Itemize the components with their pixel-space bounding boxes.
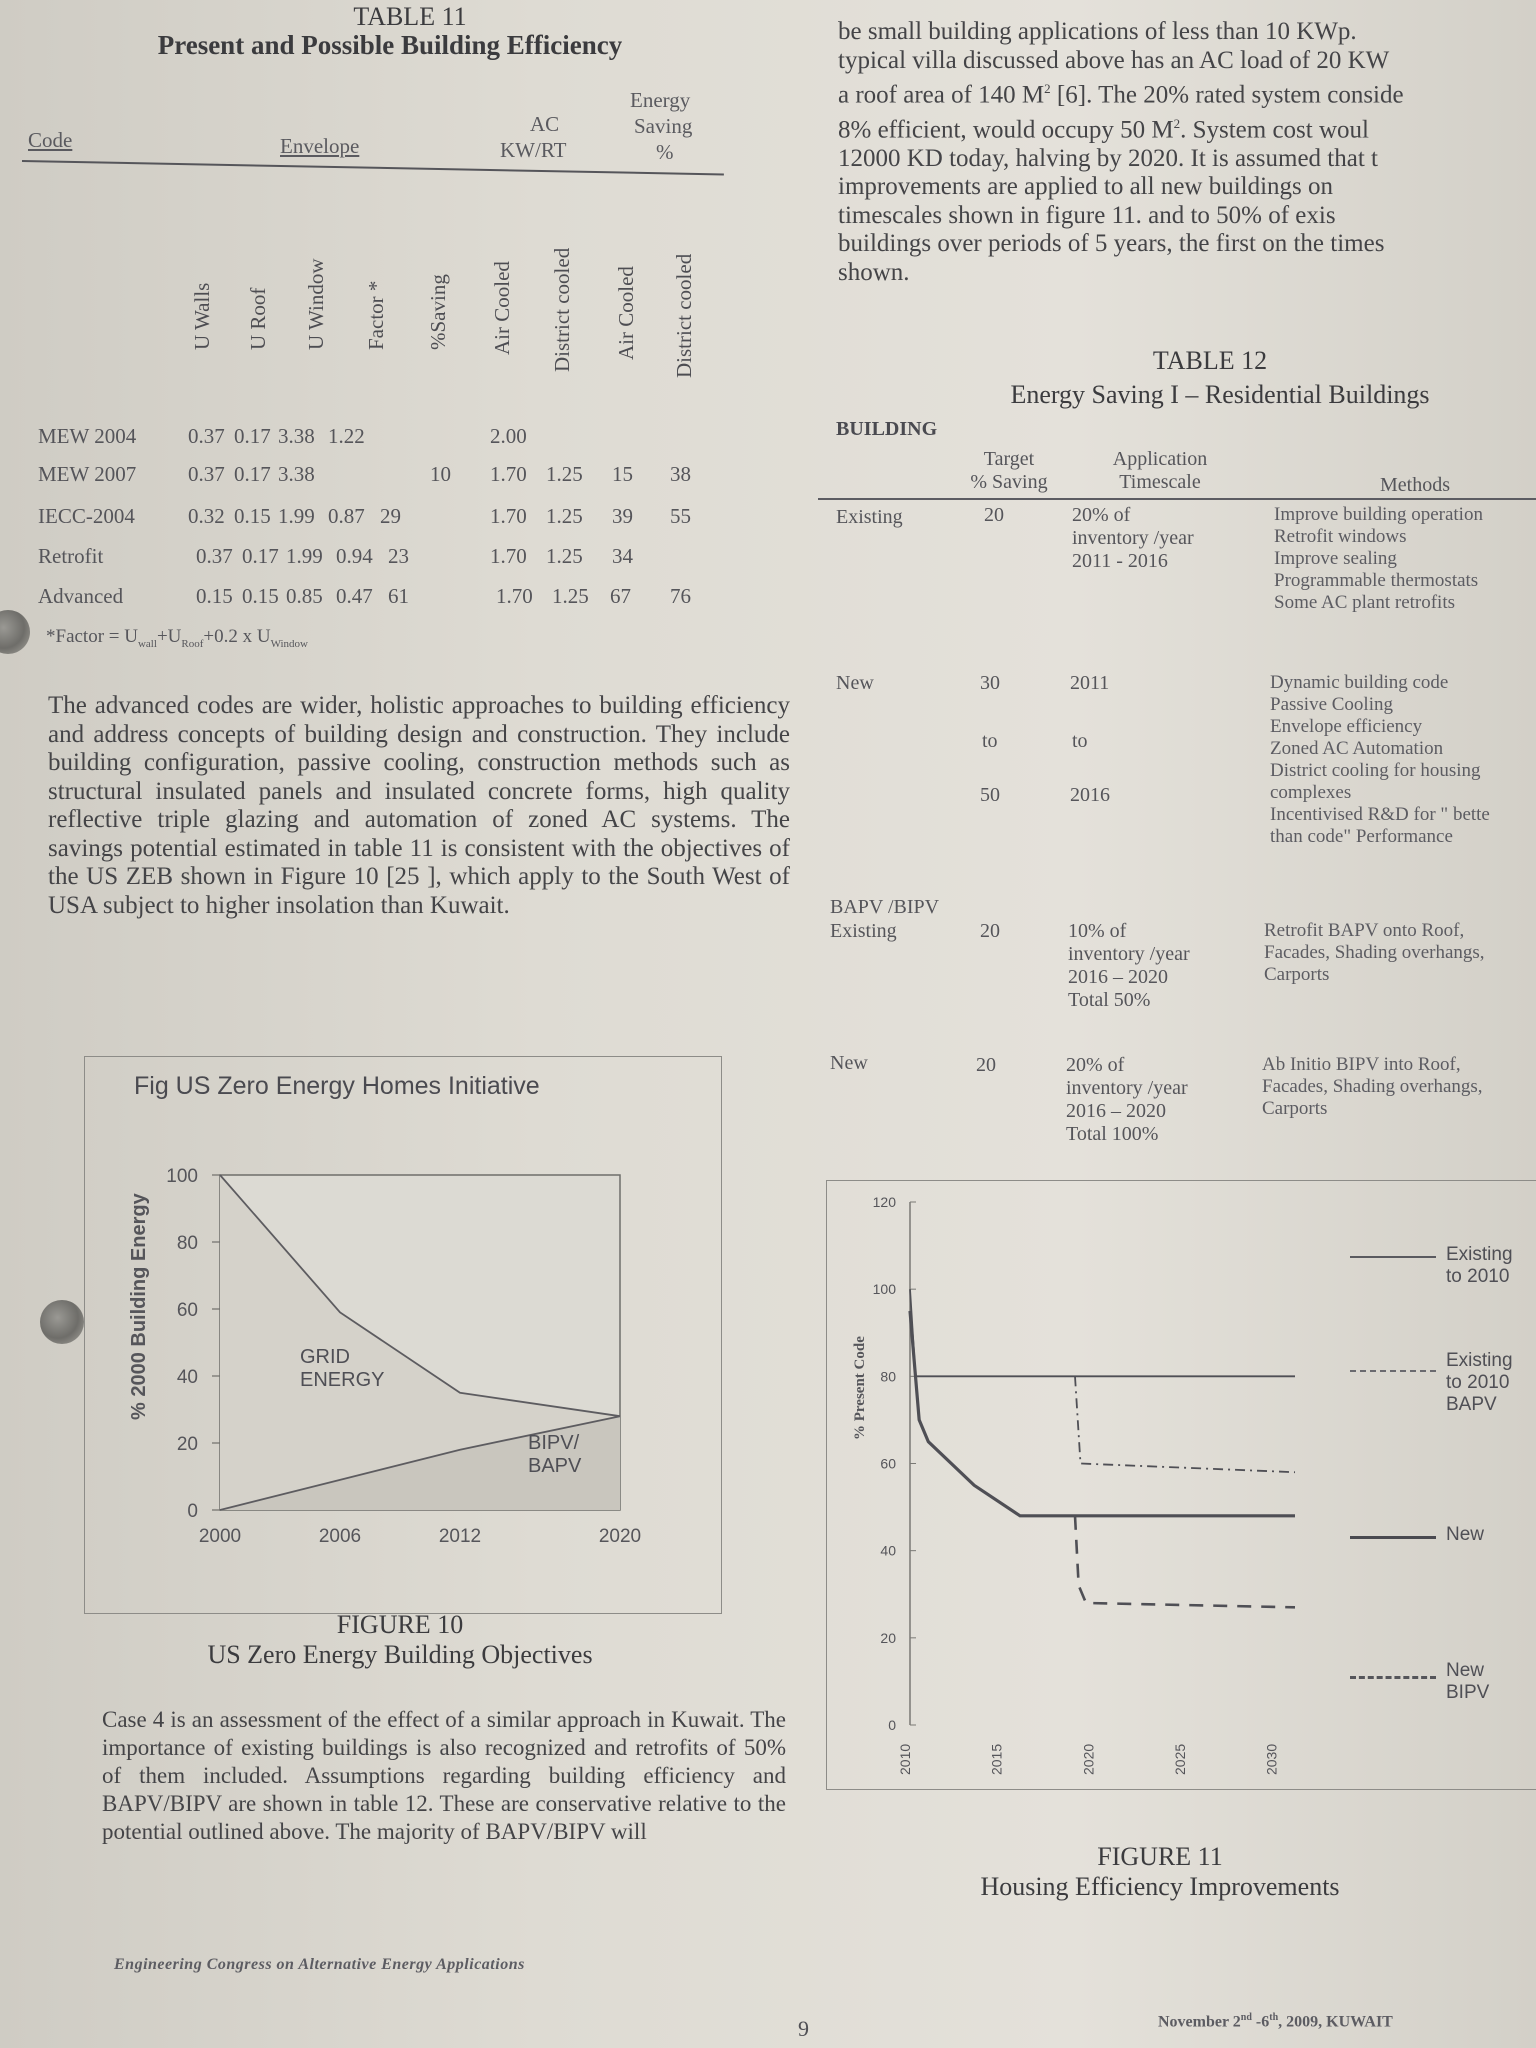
method-item: Zoned AC Automation <box>1270 738 1444 759</box>
body-paragraph-3 <box>838 18 1536 287</box>
y-tick-label: 60 <box>176 1300 198 1321</box>
table12-methods-header: Methods <box>1380 474 1450 496</box>
timescale-line: 2016 – 2020 <box>1066 1100 1166 1122</box>
table12-header-rule <box>818 498 1536 500</box>
cell: 1.70 <box>490 544 527 568</box>
cell: 1.70 <box>496 584 533 608</box>
cell: 34 <box>612 544 633 568</box>
y-tick-label: 100 <box>872 1281 896 1298</box>
footer-conference: Engineering Congress on Alternative Energy Applications <box>114 1956 525 1973</box>
table12-title: TABLE 12 <box>1152 346 1268 375</box>
new-label: New <box>836 672 874 694</box>
timescale-line: 2011 - 2016 <box>1072 550 1168 572</box>
figure10-title: Fig US Zero Energy Homes Initiative <box>134 1072 540 1100</box>
x-tick-label: 2015 <box>988 1743 1005 1775</box>
footnote-sub: wall <box>137 637 157 650</box>
footnote-text: *Factor = U <box>46 626 138 647</box>
timescale-line: Total 100% <box>1066 1123 1159 1145</box>
legend-line: BIPV <box>1446 1682 1490 1703</box>
cell: 76 <box>670 584 691 608</box>
series-line-3 <box>1075 1516 1295 1608</box>
figure10-caption-line1: FIGURE 10 <box>336 1610 464 1639</box>
cell: 3.38 <box>278 424 315 448</box>
method-item: Improve building operation <box>1274 504 1483 525</box>
header-line: Timescale <box>1119 471 1201 493</box>
cell: 3.38 <box>278 462 315 486</box>
text-line <box>838 75 1536 110</box>
text-fragment: . System cost woul <box>1180 116 1369 144</box>
row-code: Retrofit <box>38 544 104 568</box>
legend-line: Existing <box>1446 1350 1513 1371</box>
legend-swatch-existing <box>1350 1256 1436 1258</box>
bapv-new-label: New <box>830 1052 868 1074</box>
header-line: Target <box>983 448 1035 470</box>
table11-header-ac-unit: KW/RT <box>500 138 567 162</box>
timescale-line: inventory /year <box>1068 943 1190 965</box>
grid-energy-label <box>300 1346 384 1392</box>
cell: 1.99 <box>278 504 315 528</box>
y-tick-label: 60 <box>880 1455 896 1472</box>
legend-new-bipv <box>1446 1660 1489 1704</box>
new-timescale-until: 2016 <box>1070 784 1110 806</box>
footnote-text: +U <box>156 626 182 647</box>
cell: 0.15 <box>234 504 271 528</box>
bipv-label <box>528 1432 581 1478</box>
series-line-2 <box>910 1311 1295 1516</box>
footer-date-sup: nd <box>1240 2012 1252 2023</box>
y-tick-label: 40 <box>176 1367 198 1388</box>
bipv-label-line: BAPV <box>528 1455 582 1477</box>
footnote-sub: Roof <box>181 637 204 650</box>
legend-line: to 2010 <box>1446 1266 1510 1287</box>
existing-timescale <box>1072 504 1194 573</box>
col-saving: %Saving <box>426 274 450 350</box>
timescale-line: 20% of <box>1072 504 1131 526</box>
col-district-cooled-2: District cooled <box>672 253 696 378</box>
table12-target-header <box>964 448 1054 494</box>
col-air-cooled-2: Air Cooled <box>614 266 638 360</box>
method-item: Facades, Shading overhangs, <box>1262 1076 1483 1097</box>
method-item: than code" Performance <box>1270 826 1453 847</box>
col-district-cooled-1: District cooled <box>550 247 574 372</box>
y-tick-label: 20 <box>176 1434 198 1455</box>
timescale-line: 2016 – 2020 <box>1068 966 1168 988</box>
footer-date-text: November 2 <box>1158 2013 1241 2031</box>
timescale-line: inventory /year <box>1066 1077 1188 1099</box>
cell: 15 <box>612 462 633 486</box>
table11-subtitle: Present and Possible Building Efficiency <box>157 30 623 60</box>
text-line: timescales shown in figure 11. and to 50% of exis <box>838 201 1336 229</box>
row-code: IECC-2004 <box>38 504 135 528</box>
cell: 23 <box>388 544 409 568</box>
x-tick-label: 2012 <box>438 1526 482 1547</box>
method-item: complexes <box>1270 782 1352 803</box>
table11-title: TABLE 11 <box>353 2 467 31</box>
y-tick-label: 80 <box>880 1368 896 1385</box>
timescale-line: 20% of <box>1066 1054 1125 1076</box>
cell: 0.15 <box>242 584 279 608</box>
text-fragment: a roof area of 140 M <box>838 81 1045 109</box>
row-code: Advanced <box>38 584 124 608</box>
y-tick-label: 40 <box>880 1542 896 1559</box>
cell: 39 <box>612 504 633 528</box>
x-tick-label: 2020 <box>598 1526 642 1547</box>
body-paragraph-1: The advanced codes are wider, holistic approaches to building efficiency and address concepts of building design and construction. They include building configuration, passive cooling, construction methods such as structural insulated panels and insulated concrete forms, high quality reflective triple glazing and automation of zoned AC systems. The savings potential estimated in table 11 is consistent with the objectives of the US ZEB shown in Figure 10 [25 ], which apply to the South West of USA subject to higher insolation than Kuwait. <box>48 692 790 919</box>
existing-methods <box>1274 504 1524 614</box>
cell: 0.94 <box>336 544 373 568</box>
y-tick-label: 120 <box>872 1194 896 1210</box>
table12-app-header <box>1090 448 1230 494</box>
cell: 10 <box>430 462 451 486</box>
cell: 0.47 <box>336 584 373 608</box>
new-target-from: 30 <box>980 672 1000 694</box>
x-tick-label: 2030 <box>1263 1743 1280 1775</box>
method-item: Carports <box>1264 964 1330 985</box>
cell: 38 <box>670 462 691 486</box>
col-u-roof: U Roof <box>246 287 270 350</box>
table11-header-envelope: Envelope <box>280 134 360 158</box>
legend-swatch-new-bipv <box>1350 1676 1436 1679</box>
method-item: Incentivised R&D for " bette <box>1270 804 1490 825</box>
cell: 1.70 <box>490 504 527 528</box>
figure10-chart <box>150 1150 650 1570</box>
cell: 0.37 <box>196 544 233 568</box>
cell: 0.37 <box>188 424 225 448</box>
cell: 0.87 <box>328 504 365 528</box>
legend-swatch-existing-bapv <box>1350 1370 1436 1372</box>
page-number: 9 <box>798 2016 809 2041</box>
new-timescale-to: to <box>1072 730 1088 752</box>
method-item: District cooling for housing <box>1270 760 1481 781</box>
cell: 0.17 <box>234 462 271 486</box>
method-item: Dynamic building code <box>1270 672 1449 693</box>
cell: 0.17 <box>234 424 271 448</box>
cell: 2.00 <box>490 424 527 448</box>
cell: 0.17 <box>242 544 279 568</box>
table12-subtitle: Energy Saving I – Residential Buildings <box>1010 380 1430 409</box>
method-item: Passive Cooling <box>1270 694 1393 715</box>
bapv-existing-methods <box>1264 920 1514 986</box>
figure11-ylabel: % Present Code <box>852 1336 868 1440</box>
y-tick-label: 0 <box>888 1717 896 1733</box>
y-tick-label: 20 <box>880 1629 896 1646</box>
table11-header-ac: AC <box>530 112 560 136</box>
method-item: Retrofit windows <box>1274 526 1407 547</box>
timescale-line: Total 50% <box>1068 989 1151 1011</box>
col-factor: Factor * <box>364 280 388 350</box>
method-item: Retrofit BAPV onto Roof, <box>1264 920 1465 941</box>
cell: 1.25 <box>546 544 583 568</box>
cell: 1.22 <box>328 424 365 448</box>
table11-header-energy: Energy <box>630 88 691 112</box>
timescale-line: 10% of <box>1068 920 1127 942</box>
x-tick-label: 2010 <box>897 1743 913 1775</box>
cell: 29 <box>380 504 401 528</box>
legend-line: BAPV <box>1446 1394 1497 1415</box>
cell: 0.32 <box>188 504 225 528</box>
method-item: Ab Initio BIPV into Roof, <box>1262 1054 1461 1075</box>
col-u-window: U Window <box>304 258 328 350</box>
figure10-caption <box>180 1610 620 1670</box>
series-line-1 <box>1075 1376 1295 1472</box>
bapv-new-methods <box>1262 1054 1512 1120</box>
new-timescale-from: 2011 <box>1070 672 1110 694</box>
header-line: Application <box>1112 448 1208 470</box>
x-tick-label: 2025 <box>1172 1743 1188 1775</box>
x-tick-label: 2000 <box>198 1526 242 1547</box>
cell: 1.70 <box>490 462 527 486</box>
figure10-ylabel: % 2000 Building Energy <box>128 1193 150 1420</box>
text-line: buildings over periods of 5 years, the first on the times <box>838 230 1385 258</box>
legend-line: to 2010 <box>1446 1372 1510 1393</box>
text-line: typical villa discussed above has an AC load of 20 KW <box>838 46 1390 74</box>
cell: 55 <box>670 504 691 528</box>
text-fragment: 8% efficient, would occupy 50 M <box>838 116 1174 144</box>
cell: 1.25 <box>546 504 583 528</box>
grid-energy-label-line: GRID <box>300 1346 350 1368</box>
cell: 0.15 <box>196 584 233 608</box>
method-item: Programmable thermostats <box>1274 570 1479 591</box>
text-line: be small building applications of less than 10 KWp. <box>838 18 1357 45</box>
footer-date-text: , 2009, KUWAIT <box>1278 2013 1393 2031</box>
x-tick-label: 2020 <box>1080 1743 1097 1775</box>
new-target-until: 50 <box>980 784 1000 806</box>
text-line: improvements are applied to all new buildings on <box>838 173 1334 201</box>
timescale-line: inventory /year <box>1072 527 1194 549</box>
figure11-caption-line1: FIGURE 11 <box>1097 1842 1223 1871</box>
new-target-to: to <box>982 730 998 752</box>
cell: 61 <box>388 584 409 608</box>
legend-existing <box>1446 1244 1513 1288</box>
bapv-new-target: 20 <box>976 1054 996 1076</box>
table11-header-pct: % <box>656 140 674 164</box>
punch-hole <box>40 1300 84 1344</box>
y-tick-label: 80 <box>176 1233 198 1254</box>
punch-hole <box>0 610 30 654</box>
legend-existing-bapv <box>1446 1350 1513 1416</box>
superscript: 2 <box>1173 115 1181 131</box>
table11-header-code: Code <box>28 128 73 152</box>
bapv-new-timescale <box>1066 1054 1188 1146</box>
figure10-caption-line2: US Zero Energy Building Objectives <box>207 1640 593 1669</box>
superscript: 2 <box>1044 81 1051 96</box>
legend-new: New <box>1446 1524 1485 1545</box>
series-line-0 <box>910 1289 1295 1376</box>
legend-line: New <box>1446 1660 1485 1681</box>
legend-line: Existing <box>1446 1244 1513 1265</box>
method-item: Facades, Shading overhangs, <box>1264 942 1485 963</box>
text-line: 12000 KD today, halving by 2020. It is assumed that t <box>838 144 1378 172</box>
footnote-text: +0.2 x U <box>203 626 271 647</box>
method-item: Carports <box>1262 1098 1328 1119</box>
table11-header-saving: Saving <box>634 114 693 138</box>
y-tick-label: 100 <box>166 1166 198 1187</box>
cell: 1.25 <box>552 584 589 608</box>
header-line: % Saving <box>970 471 1048 493</box>
col-u-walls: U Walls <box>190 282 214 350</box>
text-line <box>838 110 1536 145</box>
row-code: MEW 2004 <box>38 424 137 448</box>
new-methods <box>1270 672 1520 848</box>
bipv-label-line: BIPV/ <box>528 1432 580 1454</box>
cell: 1.25 <box>546 462 583 486</box>
method-item: Improve sealing <box>1274 548 1397 569</box>
row-code: MEW 2007 <box>38 462 137 486</box>
existing-label: Existing <box>836 506 903 528</box>
bapv-existing-timescale <box>1068 920 1190 1012</box>
bapv-existing-label: Existing <box>830 920 897 942</box>
text-line: shown. <box>838 258 910 286</box>
legend-swatch-new <box>1350 1536 1436 1539</box>
bapv-existing-target: 20 <box>980 920 1000 942</box>
col-air-cooled-1: Air Cooled <box>490 261 514 355</box>
footer-date-sup: th <box>1269 2012 1279 2023</box>
cell: 0.37 <box>188 462 225 486</box>
body-paragraph-2: Case 4 is an assessment of the effect of a similar approach in Kuwait. The importance of existing buildings is also recognized and retrofits of 50% of them included. Assumptions regarding building efficiency and BAPV/BIPV are shown in table 12. These are conservative relative to the potential outlined above. The majority of BAPV/BIPV will <box>102 1707 786 1844</box>
table11-footnote <box>46 626 308 650</box>
x-tick-label: 2006 <box>318 1526 362 1547</box>
text-fragment: [6]. The 20% rated system conside <box>1050 81 1404 109</box>
method-item: Some AC plant retrofits <box>1274 592 1456 613</box>
y-tick-label: 0 <box>187 1501 198 1522</box>
figure11-caption <box>940 1842 1380 1902</box>
cell: 67 <box>610 584 631 608</box>
figure11-chart <box>860 1190 1330 1780</box>
figure11-caption-line2: Housing Efficiency Improvements <box>980 1872 1340 1901</box>
existing-target: 20 <box>984 504 1004 526</box>
method-item: Envelope efficiency <box>1270 716 1423 737</box>
grid-energy-label-line: ENERGY <box>300 1369 385 1391</box>
bapv-label: BAPV /BIPV <box>830 896 940 918</box>
footer-date-text: -6 <box>1251 2013 1270 2031</box>
table12-building: BUILDING <box>836 418 938 440</box>
table11-header-rule <box>22 160 724 175</box>
cell: 0.85 <box>286 584 323 608</box>
footer-date <box>1158 2012 1393 2031</box>
footnote-sub: Window <box>270 637 309 650</box>
cell: 1.99 <box>286 544 323 568</box>
